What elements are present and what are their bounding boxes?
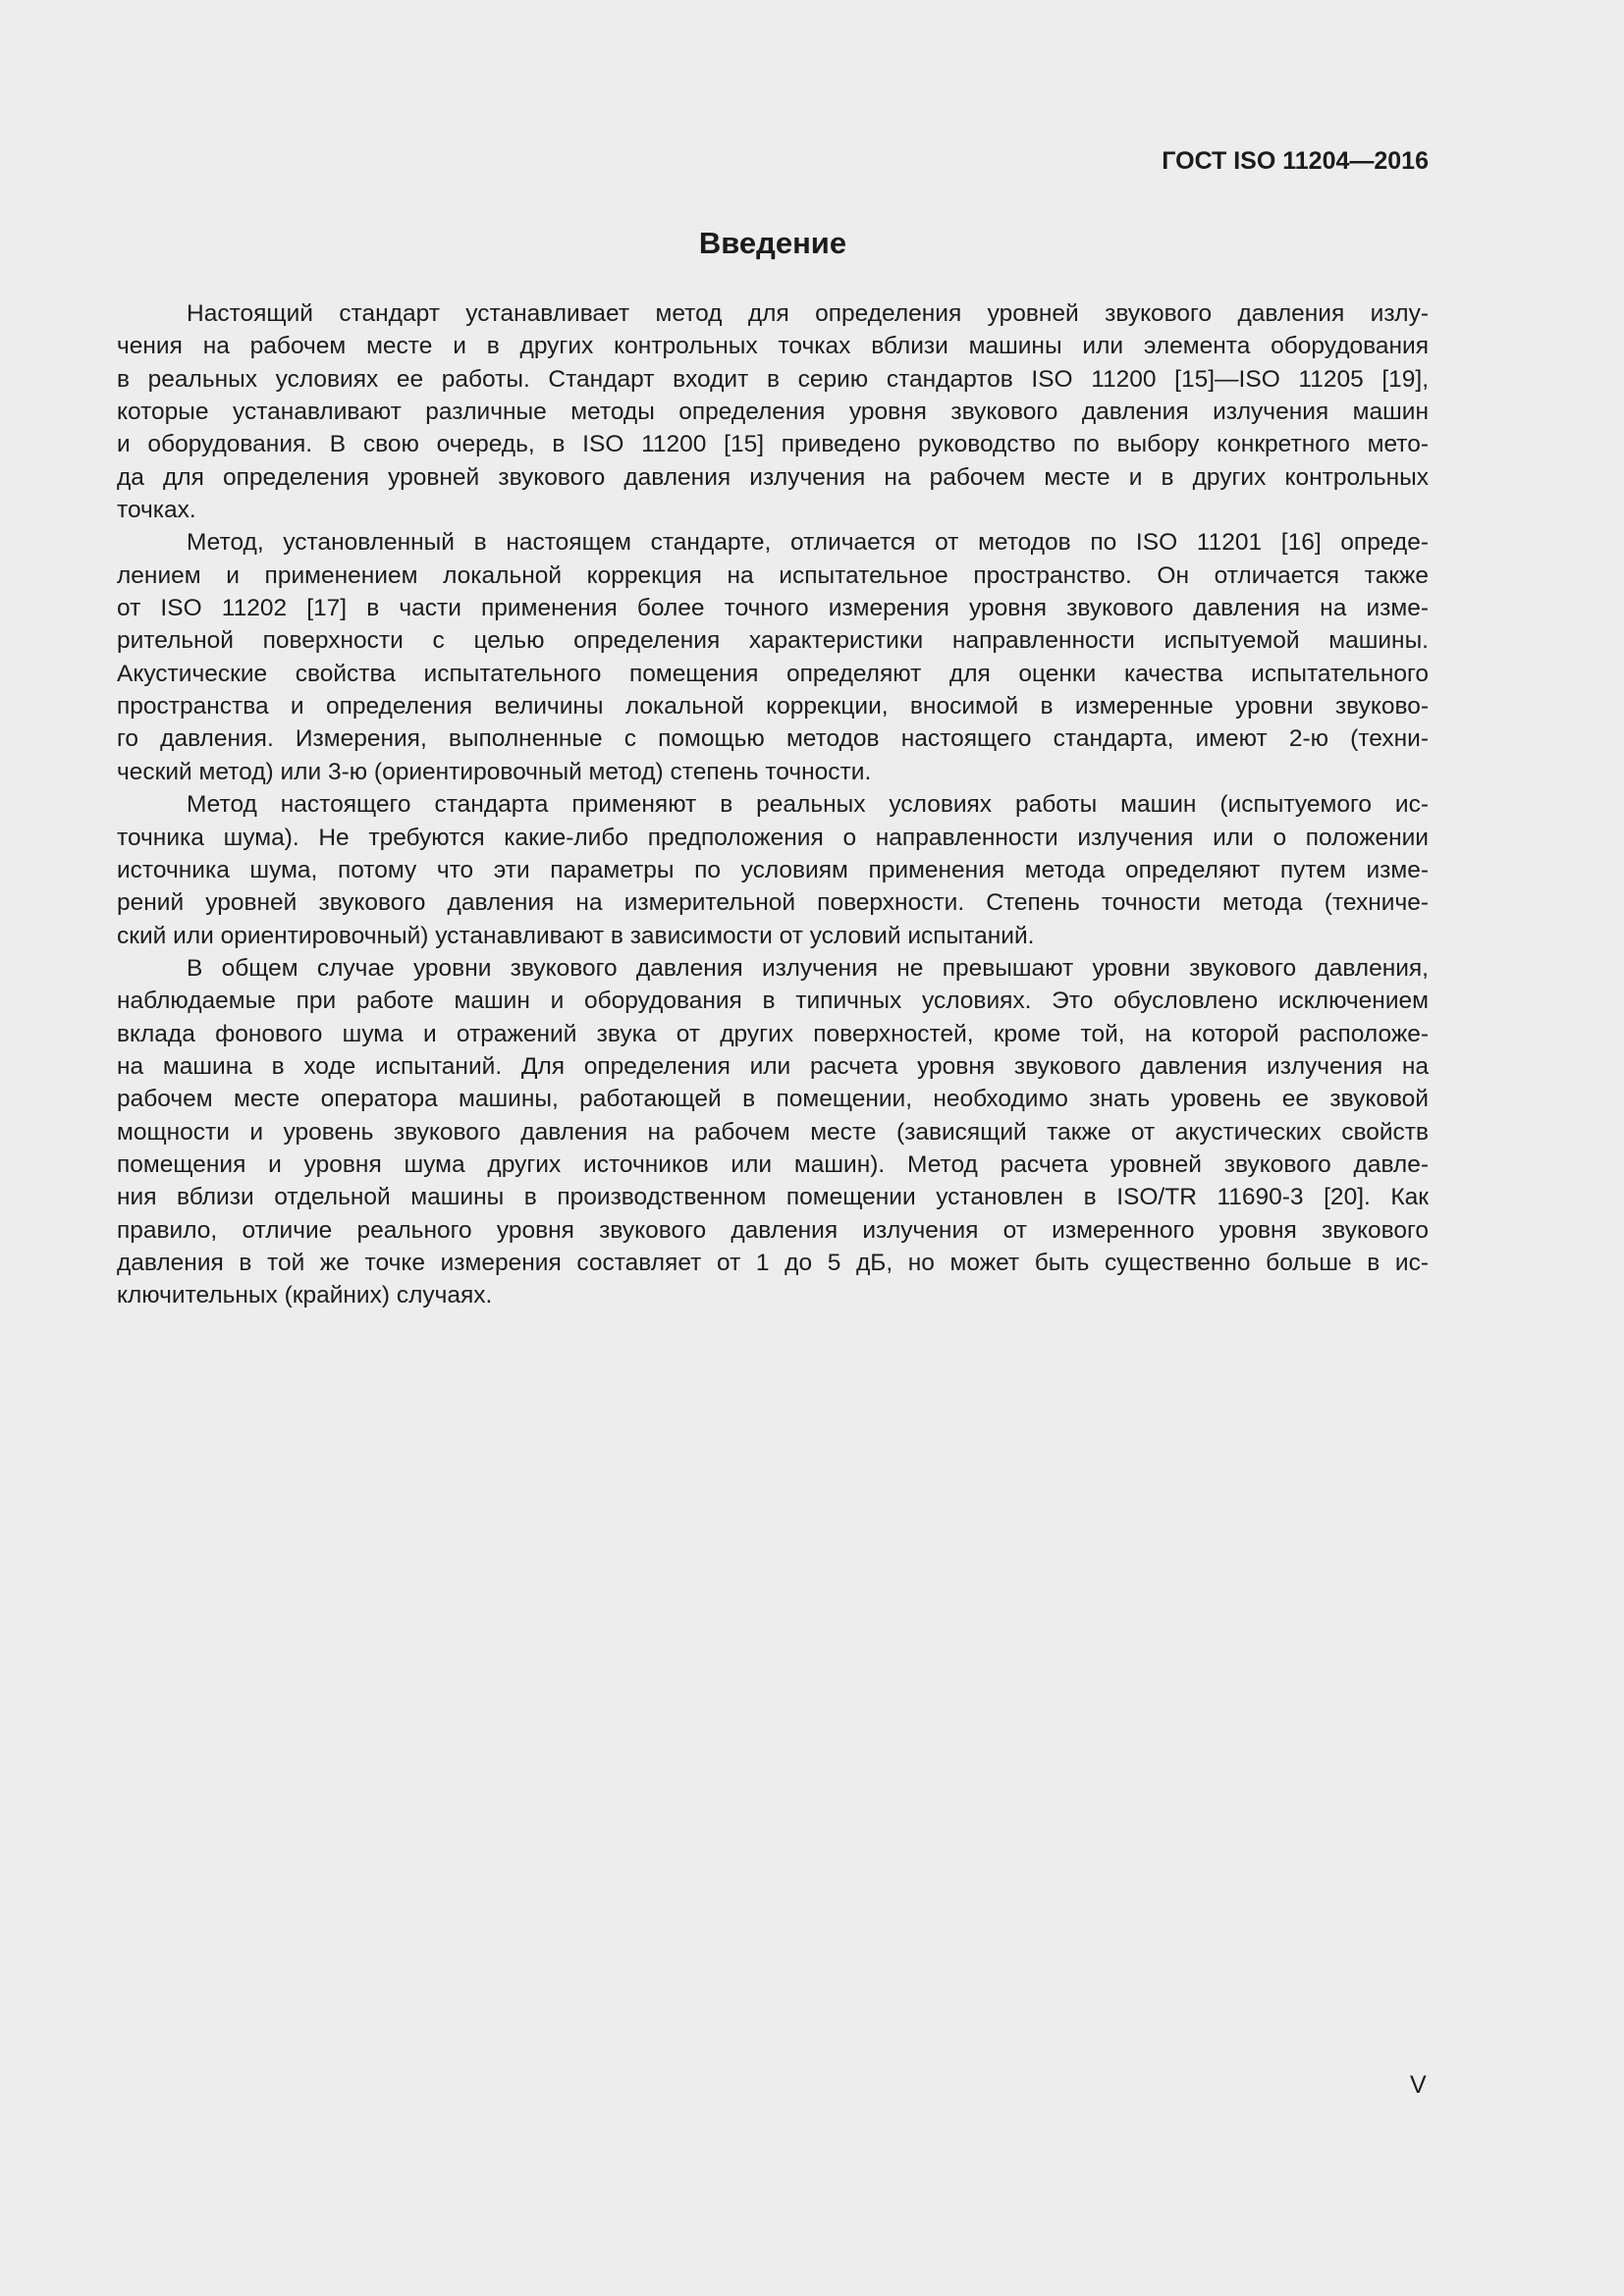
paragraph-line: точках. xyxy=(117,497,196,524)
paragraph-line: пространства и определения величины локальной коррекции, вносимой в измеренные уровни звуково- xyxy=(117,693,1429,721)
paragraph xyxy=(117,297,1429,526)
paragraph-line: на машина в ходе испытаний. Для определения или расчета уровня звукового давления излучения на xyxy=(117,1052,1429,1080)
paragraph-line: рабочем месте оператора машины, работающей в помещении, необходимо знать уровень ее звуковой xyxy=(117,1086,1429,1113)
paragraph-line: чения на рабочем месте и в других контрольных точках вблизи машины или элемента оборудования xyxy=(117,333,1429,360)
paragraph xyxy=(117,952,1429,1312)
paragraph-line: мощности и уровень звукового давления на рабочем месте (зависящий также от акустических свойств xyxy=(117,1118,1429,1146)
paragraph-line: ния вблизи отдельной машины в производственном помещении установлен в ISO/TR 11690-3 [20]. Как xyxy=(117,1184,1429,1211)
paragraph-line: В общем случае уровни звукового давления излучения не превышают уровни звукового давления, xyxy=(187,954,1429,982)
paragraph-line: наблюдаемые при работе машин и оборудования в типичных условиях. Это обусловлено исключением xyxy=(117,988,1429,1015)
paragraph-line: источника шума, потому что эти параметры по условиям применения метода определяют путем изме- xyxy=(117,856,1429,883)
paragraph-line: рительной поверхности с целью определения характеристики направленности испытуемой машины. xyxy=(117,627,1429,655)
paragraph-line: Метод, установленный в настоящем стандарте, отличается от методов по ISO 11201 [16] опреде- xyxy=(187,529,1429,557)
paragraph-line: го давления. Измерения, выполненные с помощью методов настоящего стандарта, имеют 2-ю (техни- xyxy=(117,725,1429,753)
paragraph-line: вклада фонового шума и отражений звука от других поверхностей, кроме той, на которой расположе- xyxy=(117,1020,1429,1047)
paragraph-line: в реальных условиях ее работы. Стандарт входит в серию стандартов ISO 11200 [15]—ISO 11205 [19], xyxy=(117,365,1429,393)
paragraph-line: Акустические свойства испытательного помещения определяют для оценки качества испытательного xyxy=(117,660,1429,687)
paragraph xyxy=(117,526,1429,788)
paragraph-line: ский или ориентировочный) устанавливают в зависимости от условий испытаний. xyxy=(117,922,1035,949)
paragraph-line: Метод настоящего стандарта применяют в реальных условиях работы машин (испытуемого ис- xyxy=(187,791,1429,819)
paragraph-line: точника шума). Не требуются какие-либо предположения о направленности излучения или о положении xyxy=(117,824,1429,851)
paragraph-line: давления в той же точке измерения составляет от 1 до 5 дБ, но может быть существенно больше в ис- xyxy=(117,1249,1429,1276)
paragraph-line: помещения и уровня шума других источников или машин). Метод расчета уровней звукового давле- xyxy=(117,1150,1429,1178)
section-title: Введение xyxy=(698,226,847,260)
document-body xyxy=(117,297,1429,1312)
paragraph-line: которые устанавливают различные методы определения уровня звукового давления излучения машин xyxy=(117,399,1429,426)
paragraph-line: от ISO 11202 [17] в части применения более точного измерения уровня звукового давления на изме- xyxy=(117,595,1429,622)
paragraph-line: ческий метод) или 3-ю (ориентировочный метод) степень точности. xyxy=(117,758,872,785)
paragraph-line: Настоящий стандарт устанавливает метод для определения уровней звукового давления излу- xyxy=(187,300,1429,327)
paragraph-line: рений уровней звукового давления на измерительной поверхности. Степень точности метода (техниче- xyxy=(117,889,1429,917)
paragraph xyxy=(117,788,1429,952)
document-code-header: ГОСТ ISO 11204—2016 xyxy=(1162,147,1429,175)
page-number: V xyxy=(1410,2071,1427,2099)
paragraph-line: да для определения уровней звукового давления излучения на рабочем месте и в других контрольных xyxy=(117,463,1429,491)
paragraph-line: ключительных (крайних) случаях. xyxy=(117,1282,493,1309)
paragraph-line: лением и применением локальной коррекция на испытательное пространство. Он отличается также xyxy=(117,561,1429,589)
paragraph-line: правило, отличие реального уровня звукового давления излучения от измеренного уровня звукового xyxy=(117,1216,1429,1244)
paragraph-line: и оборудования. В свою очередь, в ISO 11200 [15] приведено руководство по выбору конкретного мето- xyxy=(117,431,1429,458)
